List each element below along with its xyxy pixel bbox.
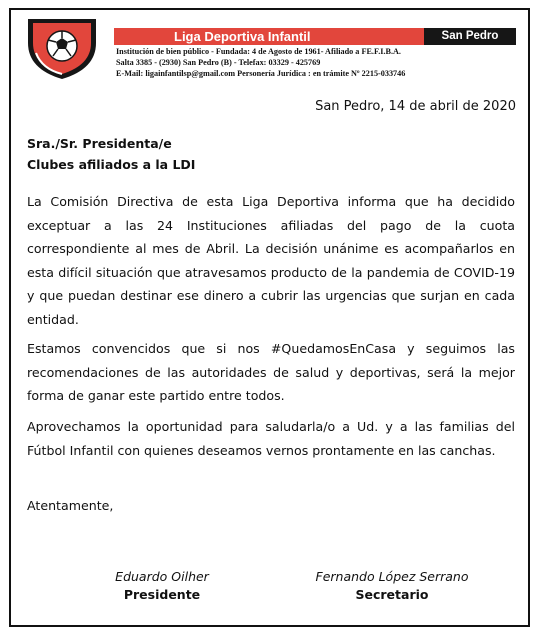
recipient: Sra./Sr. Presidenta/e	[27, 136, 172, 151]
header-info-line: Institución de bien público - Fundada: 4 de Agosto de 1961- Afiliado a FE.F.I.B.A.	[116, 47, 401, 56]
header-banner	[114, 28, 516, 45]
league-logo	[22, 13, 102, 81]
signature-name: Eduardo Oilher	[115, 569, 209, 584]
paragraph-1: La Comisión Directiva de esta Liga Deportiva informa que ha decidido exceptuar a las 24 Instituciones afiliadas del pago de la cuota correspondiente al mes de Abril. La decisión unánime es acompañarlos en esta difícil situación que atravesamos producto de la pandemia de COVID-19 y que puedan destinar ese dinero a cubrir las urgencias que surjan en cada entidad.	[27, 194, 515, 327]
signature-secretary	[297, 568, 487, 604]
signature-role: Secretario	[355, 587, 429, 602]
header-address-line: Salta 3385 - (2930) San Pedro (B) - Telefax: 03329 - 425769	[116, 58, 321, 67]
header-email-line: E-Mail: ligainfantilsp@gmail.com Personería Jurídica : en trámite Nº 2215-033746	[116, 69, 406, 78]
recipient-org: Clubes afiliados a la LDI	[27, 157, 196, 172]
org-name: Liga Deportiva Infantil	[174, 29, 311, 44]
paragraph-3: Aprovechamos la oportunidad para saludarla/o a Ud. y a las familias del Fútbol Infantil con quienes deseamos vernos prontamente en las canchas.	[27, 419, 515, 458]
letter-date: San Pedro, 14 de abril de 2020	[315, 99, 516, 114]
signature-role: Presidente	[123, 587, 201, 602]
closing: Atentamente,	[27, 498, 114, 513]
header-city: San Pedro	[424, 28, 516, 45]
paragraph-2: Estamos convencidos que si nos #QuedamosEnCasa y seguimos las recomendaciones de las autoridades de salud y deportivas, será la mejor forma de ganar este partido entre todos.	[27, 341, 515, 403]
signature-president	[77, 568, 247, 604]
signature-name: Fernando López Serrano	[315, 569, 469, 584]
